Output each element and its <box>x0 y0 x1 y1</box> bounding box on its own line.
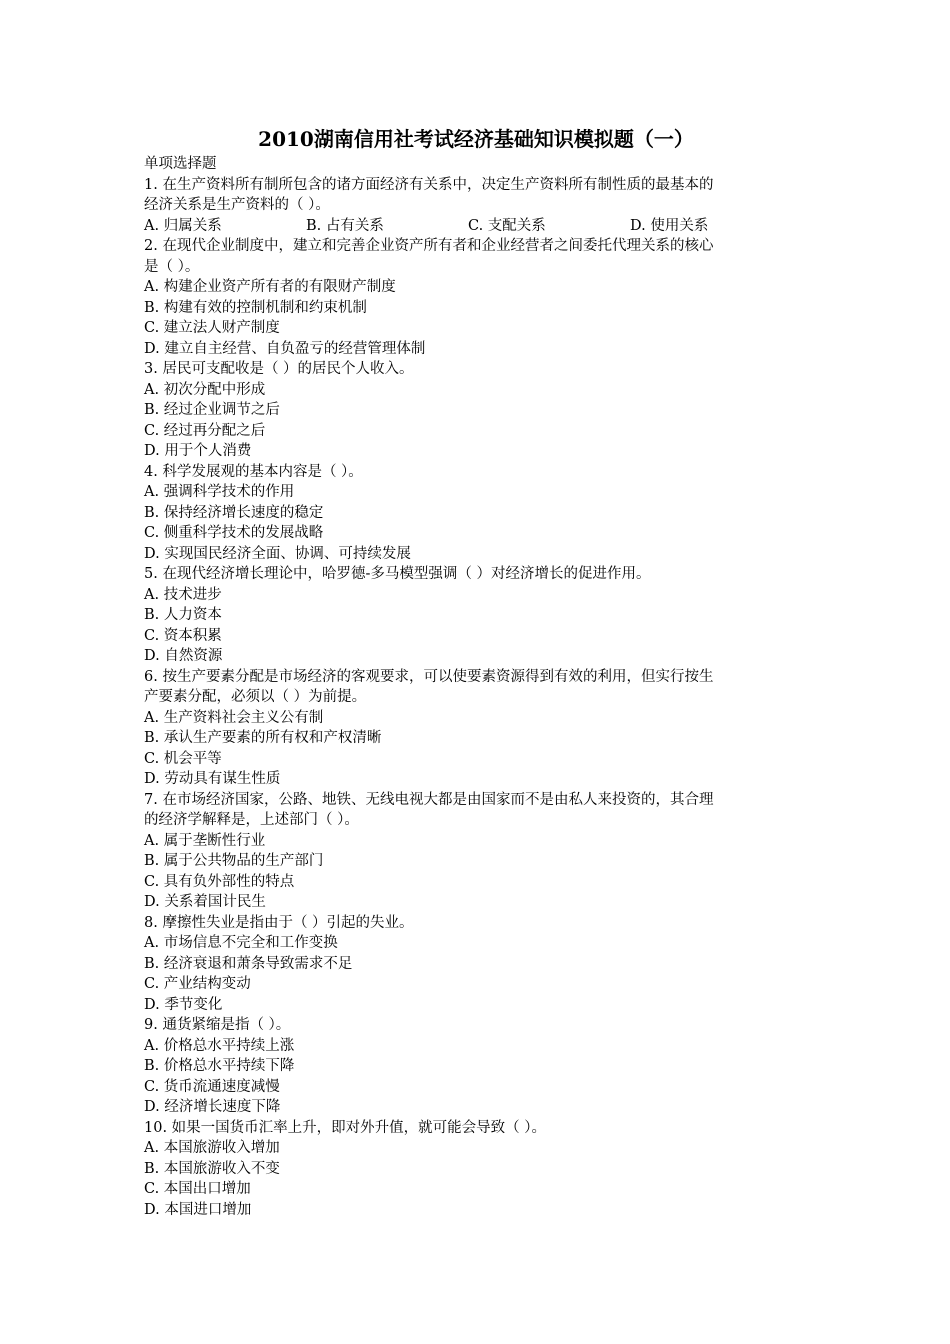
option-c: C. 货币流通速度减慢 <box>144 1078 280 1095</box>
question-text-line: 3. 居民可支配收是（ ）的居民个人收入。 <box>144 361 414 377</box>
option-a: A. 生产资料社会主义公有制 <box>144 709 324 726</box>
options-row <box>144 216 808 237</box>
option-c: C. 资本积累 <box>144 627 222 644</box>
question-text-line: 6. 按生产要素分配是市场经济的客观要求，可以使要素资源得到有效的利用，但实行按生 <box>144 668 714 685</box>
question-8 <box>144 913 808 1016</box>
option-b: B. 经济衰退和萧条导致需求不足 <box>144 955 353 972</box>
question-2 <box>144 236 808 359</box>
option-c: C. 具有负外部性的特点 <box>144 873 295 890</box>
option-b: B. 属于公共物品的生产部门 <box>144 853 324 869</box>
question-text-line: 7. 在市场经济国家，公路、地铁、无线电视大都是由国家而不是由私人来投资的，其合理 <box>144 791 714 808</box>
question-text-line: 的经济学解释是，上述部门（ ）。 <box>144 812 359 828</box>
option-a: A. 归属关系 <box>144 217 222 234</box>
document-title: 2010湖南信用社考试经济基础知识模拟题（一） <box>258 127 694 151</box>
question-text-line: 是（ ）。 <box>144 258 200 275</box>
question-text-line: 4. 科学发展观的基本内容是（ ）。 <box>144 463 363 480</box>
option-b: B. 占有关系 <box>306 217 384 234</box>
question-6 <box>144 667 808 790</box>
option-a: A. 价格总水平持续上涨 <box>144 1037 295 1054</box>
question-4 <box>144 462 808 565</box>
option-d: D. 自然资源 <box>144 648 223 664</box>
option-d: D. 用于个人消费 <box>144 443 252 459</box>
option-b: B. 价格总水平持续下降 <box>144 1058 295 1074</box>
option-a: A. 初次分配中形成 <box>144 381 266 398</box>
option-d: D. 本国进口增加 <box>144 1201 252 1218</box>
option-b: B. 构建有效的控制机制和约束机制 <box>144 299 367 316</box>
option-b: B. 本国旅游收入不变 <box>144 1160 280 1177</box>
question-text-line: 1. 在生产资料所有制所包含的诸方面经济有关系中，决定生产资料所有制性质的最基本的 <box>144 176 714 193</box>
option-c: C. 建立法人财产制度 <box>144 320 280 336</box>
question-3 <box>144 359 808 462</box>
option-d: D. 关系着国计民生 <box>144 894 266 910</box>
question-text-line: 5. 在现代经济增长理论中，哈罗德-多马模型强调（ ）对经济增长的促进作用。 <box>144 566 651 582</box>
option-c: C. 本国出口增加 <box>144 1181 251 1197</box>
option-c: C. 产业结构变动 <box>144 976 251 992</box>
question-text-line: 产要素分配，必须以（ ）为前提。 <box>144 689 367 705</box>
option-c: C. 侧重科学技术的发展战略 <box>144 525 324 541</box>
option-a: A. 技术进步 <box>144 586 222 603</box>
question-9 <box>144 1015 808 1118</box>
option-d: D. 使用关系 <box>630 217 709 234</box>
option-c: C. 机会平等 <box>144 750 222 767</box>
question-7 <box>144 790 808 913</box>
option-c: C. 经过再分配之后 <box>144 422 266 439</box>
question-1 <box>144 175 808 237</box>
option-d: D. 经济增长速度下降 <box>144 1099 281 1115</box>
option-a: A. 构建企业资产所有者的有限财产制度 <box>144 279 396 295</box>
section-label: 单项选择题 <box>144 156 217 172</box>
option-a: A. 本国旅游收入增加 <box>144 1140 280 1156</box>
option-d: D. 季节变化 <box>144 996 223 1013</box>
option-b: B. 人力资本 <box>144 607 222 623</box>
option-b: B. 承认生产要素的所有权和产权清晰 <box>144 730 382 746</box>
option-d: D. 实现国民经济全面、协调、可持续发展 <box>144 545 411 562</box>
option-b: B. 保持经济增长速度的稳定 <box>144 504 324 521</box>
question-text-line: 9. 通货紧缩是指（ ）。 <box>144 1017 291 1033</box>
document-page <box>144 124 808 1220</box>
question-text-line: 10. 如果一国货币汇率上升，即对外升值，就可能会导致（ ）。 <box>144 1119 547 1136</box>
option-c: C. 支配关系 <box>468 217 546 234</box>
question-text-line: 经济关系是生产资料的（ ）。 <box>144 197 330 213</box>
question-text-line: 2. 在现代企业制度中，建立和完善企业资产所有者和企业经营者之间委托代理关系的核心 <box>144 238 714 254</box>
question-text-line: 8. 摩擦性失业是指由于（ ）引起的失业。 <box>144 914 414 931</box>
option-a: A. 强调科学技术的作用 <box>144 484 295 500</box>
question-10 <box>144 1118 808 1221</box>
option-b: B. 经过企业调节之后 <box>144 402 280 418</box>
option-d: D. 劳动具有谋生性质 <box>144 771 281 787</box>
option-a: A. 市场信息不完全和工作变换 <box>144 935 338 951</box>
option-d: D. 建立自主经营、自负盈亏的经营管理体制 <box>144 340 426 357</box>
question-5 <box>144 564 808 667</box>
option-a: A. 属于垄断性行业 <box>144 832 266 849</box>
